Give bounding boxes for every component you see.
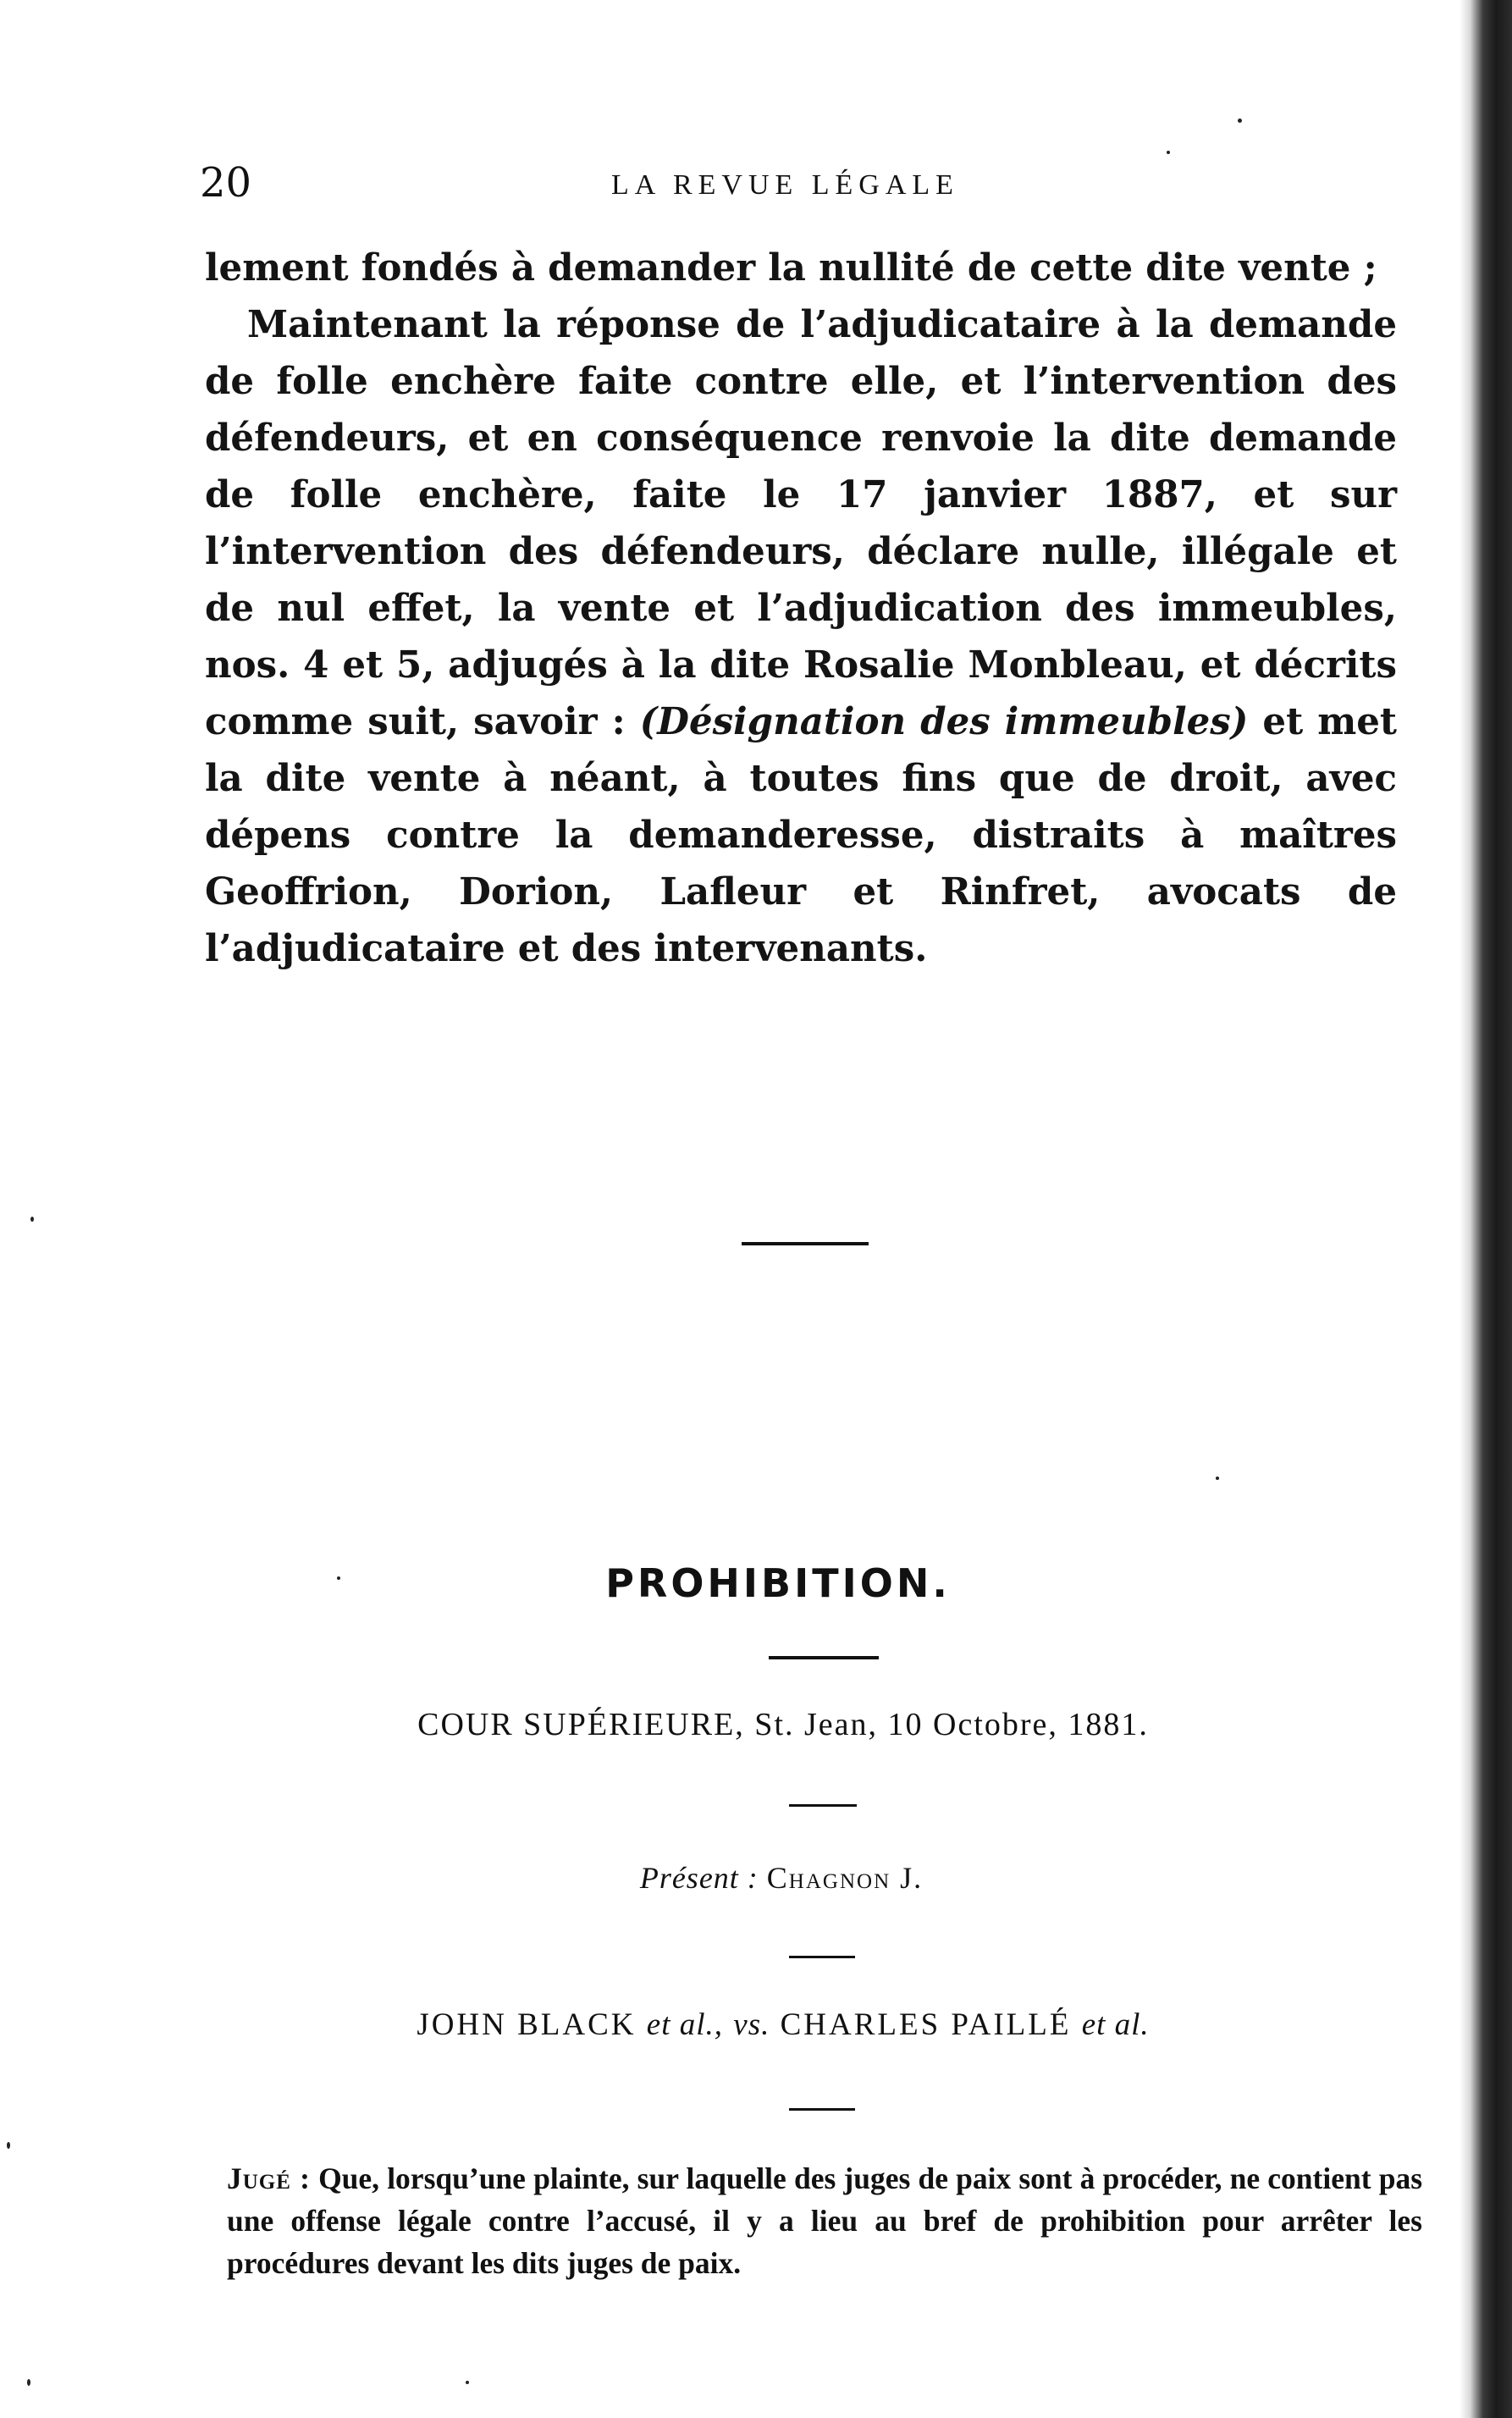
scan-speck bbox=[1216, 1477, 1219, 1480]
holding-label: Jugé : bbox=[227, 2161, 311, 2195]
scan-speck bbox=[27, 2379, 30, 2386]
body-paragraph-2-part-2: et met la dite vente à néant, à toutes fins que de droit, avec dépens contre la demanderesse, distraits à maîtres Geoffrion, Dorion, Lafleur et Rinfret, avocats de l’adjudicataire et des intervenants. bbox=[205, 700, 1397, 970]
scan-speck bbox=[7, 2142, 10, 2149]
scan-speck bbox=[466, 2381, 469, 2384]
journal-title: LA REVUE LÉGALE bbox=[611, 169, 959, 201]
present-label: Présent : bbox=[639, 1861, 759, 1895]
present-judge: Chagnon J. bbox=[766, 1861, 924, 1895]
court-line: COUR SUPÉRIEURE, St. Jean, 10 Octobre, 1881. bbox=[417, 1707, 1149, 1742]
section-divider bbox=[742, 1242, 869, 1245]
body-paragraph-1: lement fondés à demander la nullité de cette dite vente ; bbox=[205, 246, 1377, 290]
scan-speck bbox=[30, 1217, 34, 1222]
body-paragraph-2-part-1: Maintenant la réponse de l’adjudicataire à la demande de folle enchère faite contre elle, et l’intervention des défendeurs, et en conséquence renvoie la dite demande de folle enchère, faite le 17 janvier 1887, et sur l’intervention des défendeurs, déclare nulle, illégale et de nul effet, la vente et l’adjudication des immeubles, nos. 4 et 5, adjugés à la dite Rosalie Monbleau, et décrits comme suit, savoir : bbox=[205, 303, 1397, 743]
title-divider bbox=[769, 1656, 879, 1659]
present-divider bbox=[789, 1956, 855, 1958]
scan-speck bbox=[337, 1576, 340, 1580]
case-title: PROHIBITION. bbox=[605, 1560, 951, 1606]
scan-speck bbox=[1238, 119, 1242, 123]
page-number: 20 bbox=[200, 159, 252, 207]
holding-paragraph bbox=[227, 2157, 1422, 2284]
party-2: CHARLES PAILLÉ bbox=[780, 2007, 1072, 2042]
court-divider bbox=[789, 1804, 857, 1807]
page-edge-shadow bbox=[1460, 0, 1512, 2418]
parties-line bbox=[0, 2007, 1512, 2043]
holding-text: Que, lorsqu’une plainte, sur laquelle des juges de paix sont à procéder, ne contient pas une offense légale contre l’accusé, il y a lieu au bref de prohibition pour arrêter les procédures devant les dits juges de paix. bbox=[227, 2161, 1423, 2280]
judgment-body-text bbox=[205, 240, 1397, 977]
party-1-suffix: et al., bbox=[646, 2007, 724, 2042]
versus: vs. bbox=[733, 2007, 770, 2042]
scan-speck bbox=[1167, 151, 1170, 154]
body-paragraph-2 bbox=[205, 296, 1397, 977]
holding-headnote bbox=[227, 2157, 1422, 2284]
designation-italic: (Désignation des immeubles) bbox=[639, 700, 1249, 743]
running-header bbox=[200, 159, 1436, 210]
parties-divider bbox=[789, 2108, 855, 2111]
party-1: JOHN BLACK bbox=[417, 2007, 637, 2042]
party-2-suffix: et al. bbox=[1081, 2007, 1150, 2042]
present-line bbox=[0, 1860, 1512, 1896]
